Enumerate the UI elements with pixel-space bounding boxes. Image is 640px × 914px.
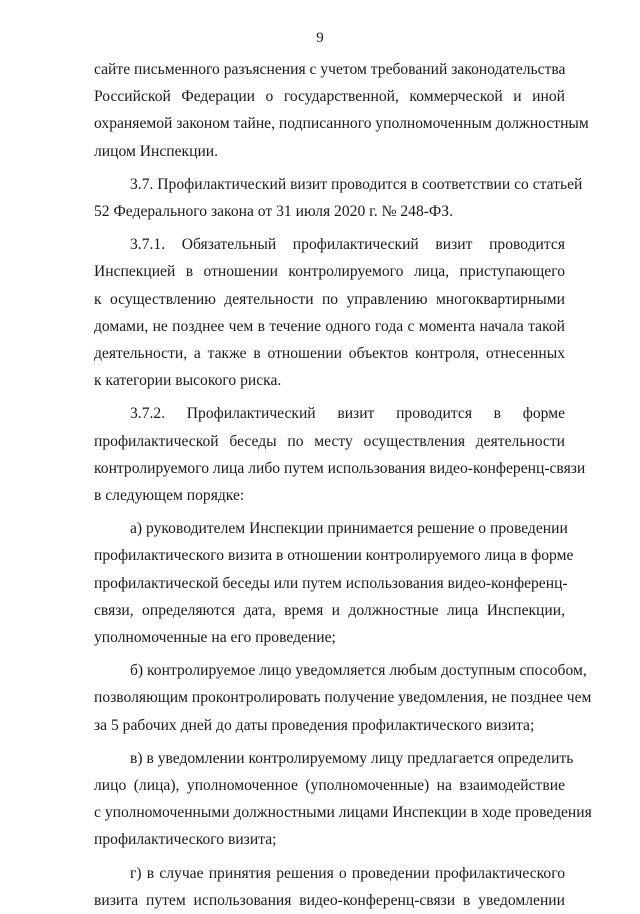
page-number: 9 [316,30,324,46]
text-line: с уполномоченными должностными лицами Инспекции в ходе проведения [94,804,592,822]
text-line: охраняемой законом тайне, подписанного уполномоченным должностным [94,115,589,133]
text-line: позволяющим проконтролировать получение уведомления, не позднее чем [94,689,592,707]
text-line: домами, не позднее чем в течение одного года с момента начала такой [94,317,565,335]
text-line: в следующем порядке: [94,487,245,505]
text-line: 3.7. Профилактический визит проводится в соответствии со статьей [130,175,583,193]
text-line: лицом Инспекции. [94,142,219,160]
text-line: профилактического визита в отношении контролируемого лица в форме [94,547,574,565]
subparagraph-g [94,860,565,914]
subparagraph-b [94,657,592,739]
text-line: а) руководителем Инспекции принимается решение о проведении [130,520,568,538]
text-line: деятельности, а также в отношении объектов контроля, отнесенных [94,345,565,363]
text-line: в) в уведомлении контролируемому лицу предлагается определить [130,749,574,767]
paragraph-continuation [94,56,589,165]
text-line: визита путем использования видео-конференц-связи в уведомлении [94,891,565,909]
text-line: за 5 рабочих дней до даты проведения профилактического визита; [94,716,535,734]
text-line: связи, определяются дата, время и должностные лица Инспекции, [94,601,565,619]
subparagraph-v [94,745,592,854]
document-body [94,56,592,914]
text-line: лицо (лица), уполномоченное (уполномоченные) на взаимодействие [94,777,565,795]
text-line: г) в случае принятия решения о проведении профилактического [130,864,565,882]
text-line: 3.7.1. Обязательный профилактический визит проводится [130,236,565,254]
text-line: контролируемого лица либо путем использования видео-конференц-связи [94,459,586,477]
text-line: к осуществлению деятельности по управлению многоквартирными [94,290,565,308]
paragraph-3-7 [94,171,583,225]
text-line: профилактической беседы или путем использования видео-конференц- [94,574,568,592]
text-line: б) контролируемое лицо уведомляется любым доступным способом, [130,662,587,680]
subparagraph-a [94,515,574,651]
text-line: уполномоченные на его проведение; [94,629,336,647]
text-line: Российской Федерации о государственной, коммерческой и иной [94,88,565,106]
paragraph-3-7-1 [94,231,565,394]
text-line: Инспекцией в отношении контролируемого лица, приступающего [94,263,565,281]
text-line: профилактического визита; [94,831,277,849]
text-line: сайте письменного разъяснения с учетом требований законодательства [94,61,566,78]
text-line: к категории высокого риска. [94,372,282,390]
text-line: 3.7.2. Профилактический визит проводится в форме [130,405,565,423]
paragraph-3-7-2 [94,400,586,509]
text-line: 52 Федерального закона от 31 июля 2020 г. № 248-ФЗ. [94,203,453,221]
text-line: профилактической беседы по месту осуществления деятельности [94,432,565,450]
